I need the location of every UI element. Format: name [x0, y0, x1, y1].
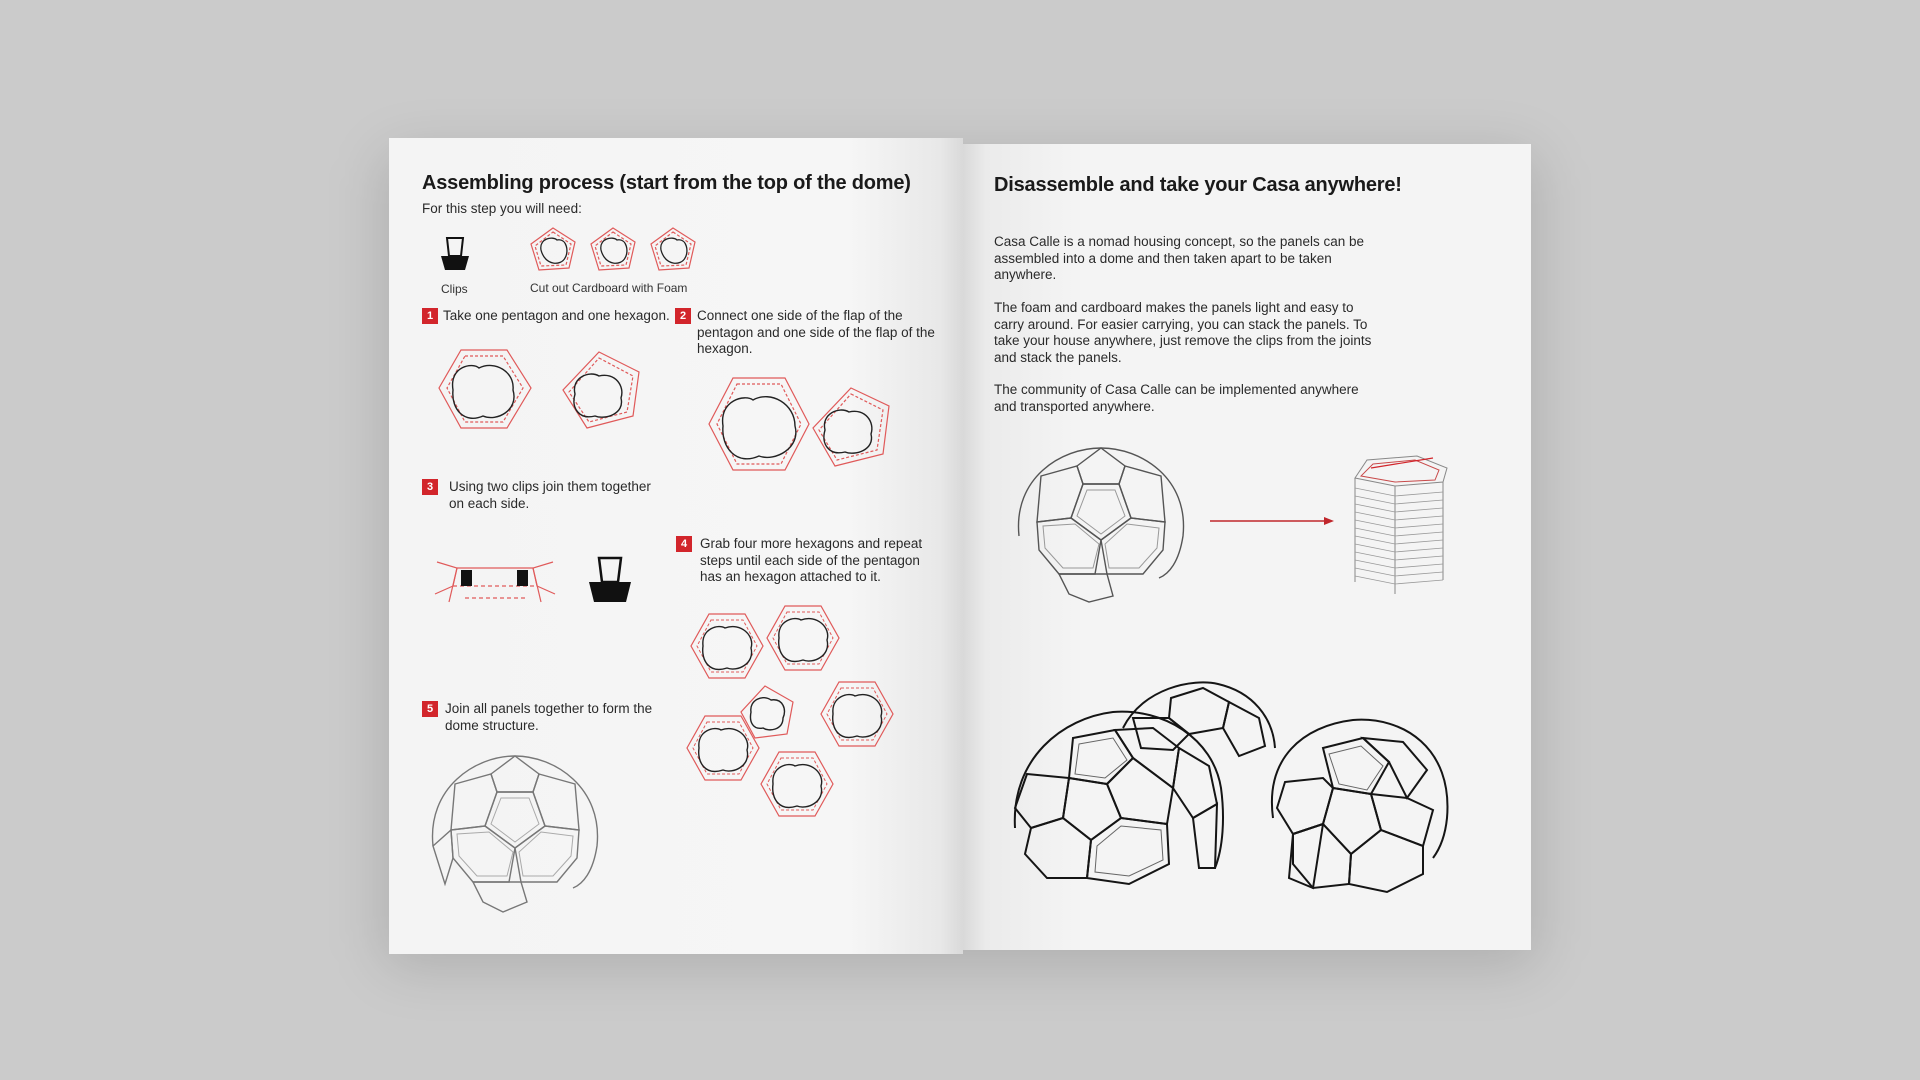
panel-stack-illustration: [1347, 452, 1457, 602]
small-dome-illustration: [1013, 444, 1189, 604]
step-5-text: Join all panels together to form the dome structure.: [445, 701, 653, 733]
binder-clip-icon: [585, 554, 637, 606]
step-5-number: 5: [422, 701, 438, 717]
step-3-number: 3: [422, 479, 438, 495]
paragraph-1: Casa Calle is a nomad housing concept, so the panels can be assembled into a dome and then taken apart to be taken anywhere.: [994, 234, 1364, 282]
step-2-illustration: [709, 374, 899, 484]
step-1-text: Take one pentagon and one hexagon.: [443, 308, 670, 323]
left-page-title: Assembling process (start from the top of the dome): [422, 172, 911, 194]
step-3-text: Using two clips join them together on each side.: [449, 479, 651, 511]
right-page-title: Disassemble and take your Casa anywhere!: [994, 174, 1402, 196]
materials-intro: For this step you will need:: [422, 201, 582, 216]
community-domes-illustration: [1003, 678, 1493, 928]
step-4-illustration: [689, 606, 929, 826]
left-page: [389, 138, 963, 954]
step-1-number: 1: [422, 308, 438, 324]
paragraph-3: The community of Casa Calle can be implemented anywhere and transported anywhere.: [994, 382, 1359, 414]
pentagon-panel-icon: [527, 224, 707, 284]
step-1-illustration: [439, 344, 659, 444]
clips-label: Clips: [441, 282, 468, 296]
cardboard-label: Cut out Cardboard with Foam: [530, 281, 688, 295]
paragraph-2: The foam and cardboard makes the panels light and easy to carry around. For easier carrying, you can stack the panels. To take your house anywhere, just remove the clips from the joints and stack the panels.: [994, 300, 1372, 365]
step-2-number: 2: [675, 308, 691, 324]
dome-illustration: [423, 752, 607, 916]
step-4-text: Grab four more hexagons and repeat steps until each side of the pentagon has an hexagon attached to it.: [700, 536, 923, 584]
step-4-number: 4: [676, 536, 692, 552]
right-page: [963, 144, 1531, 950]
step-2-text: Connect one side of the flap of the pentagon and one side of the flap of the hexagon.: [697, 308, 935, 356]
binder-clip-icon: [437, 234, 473, 274]
arrow-right-icon: [1208, 514, 1338, 528]
step-3-joint-illustration: [435, 554, 565, 614]
